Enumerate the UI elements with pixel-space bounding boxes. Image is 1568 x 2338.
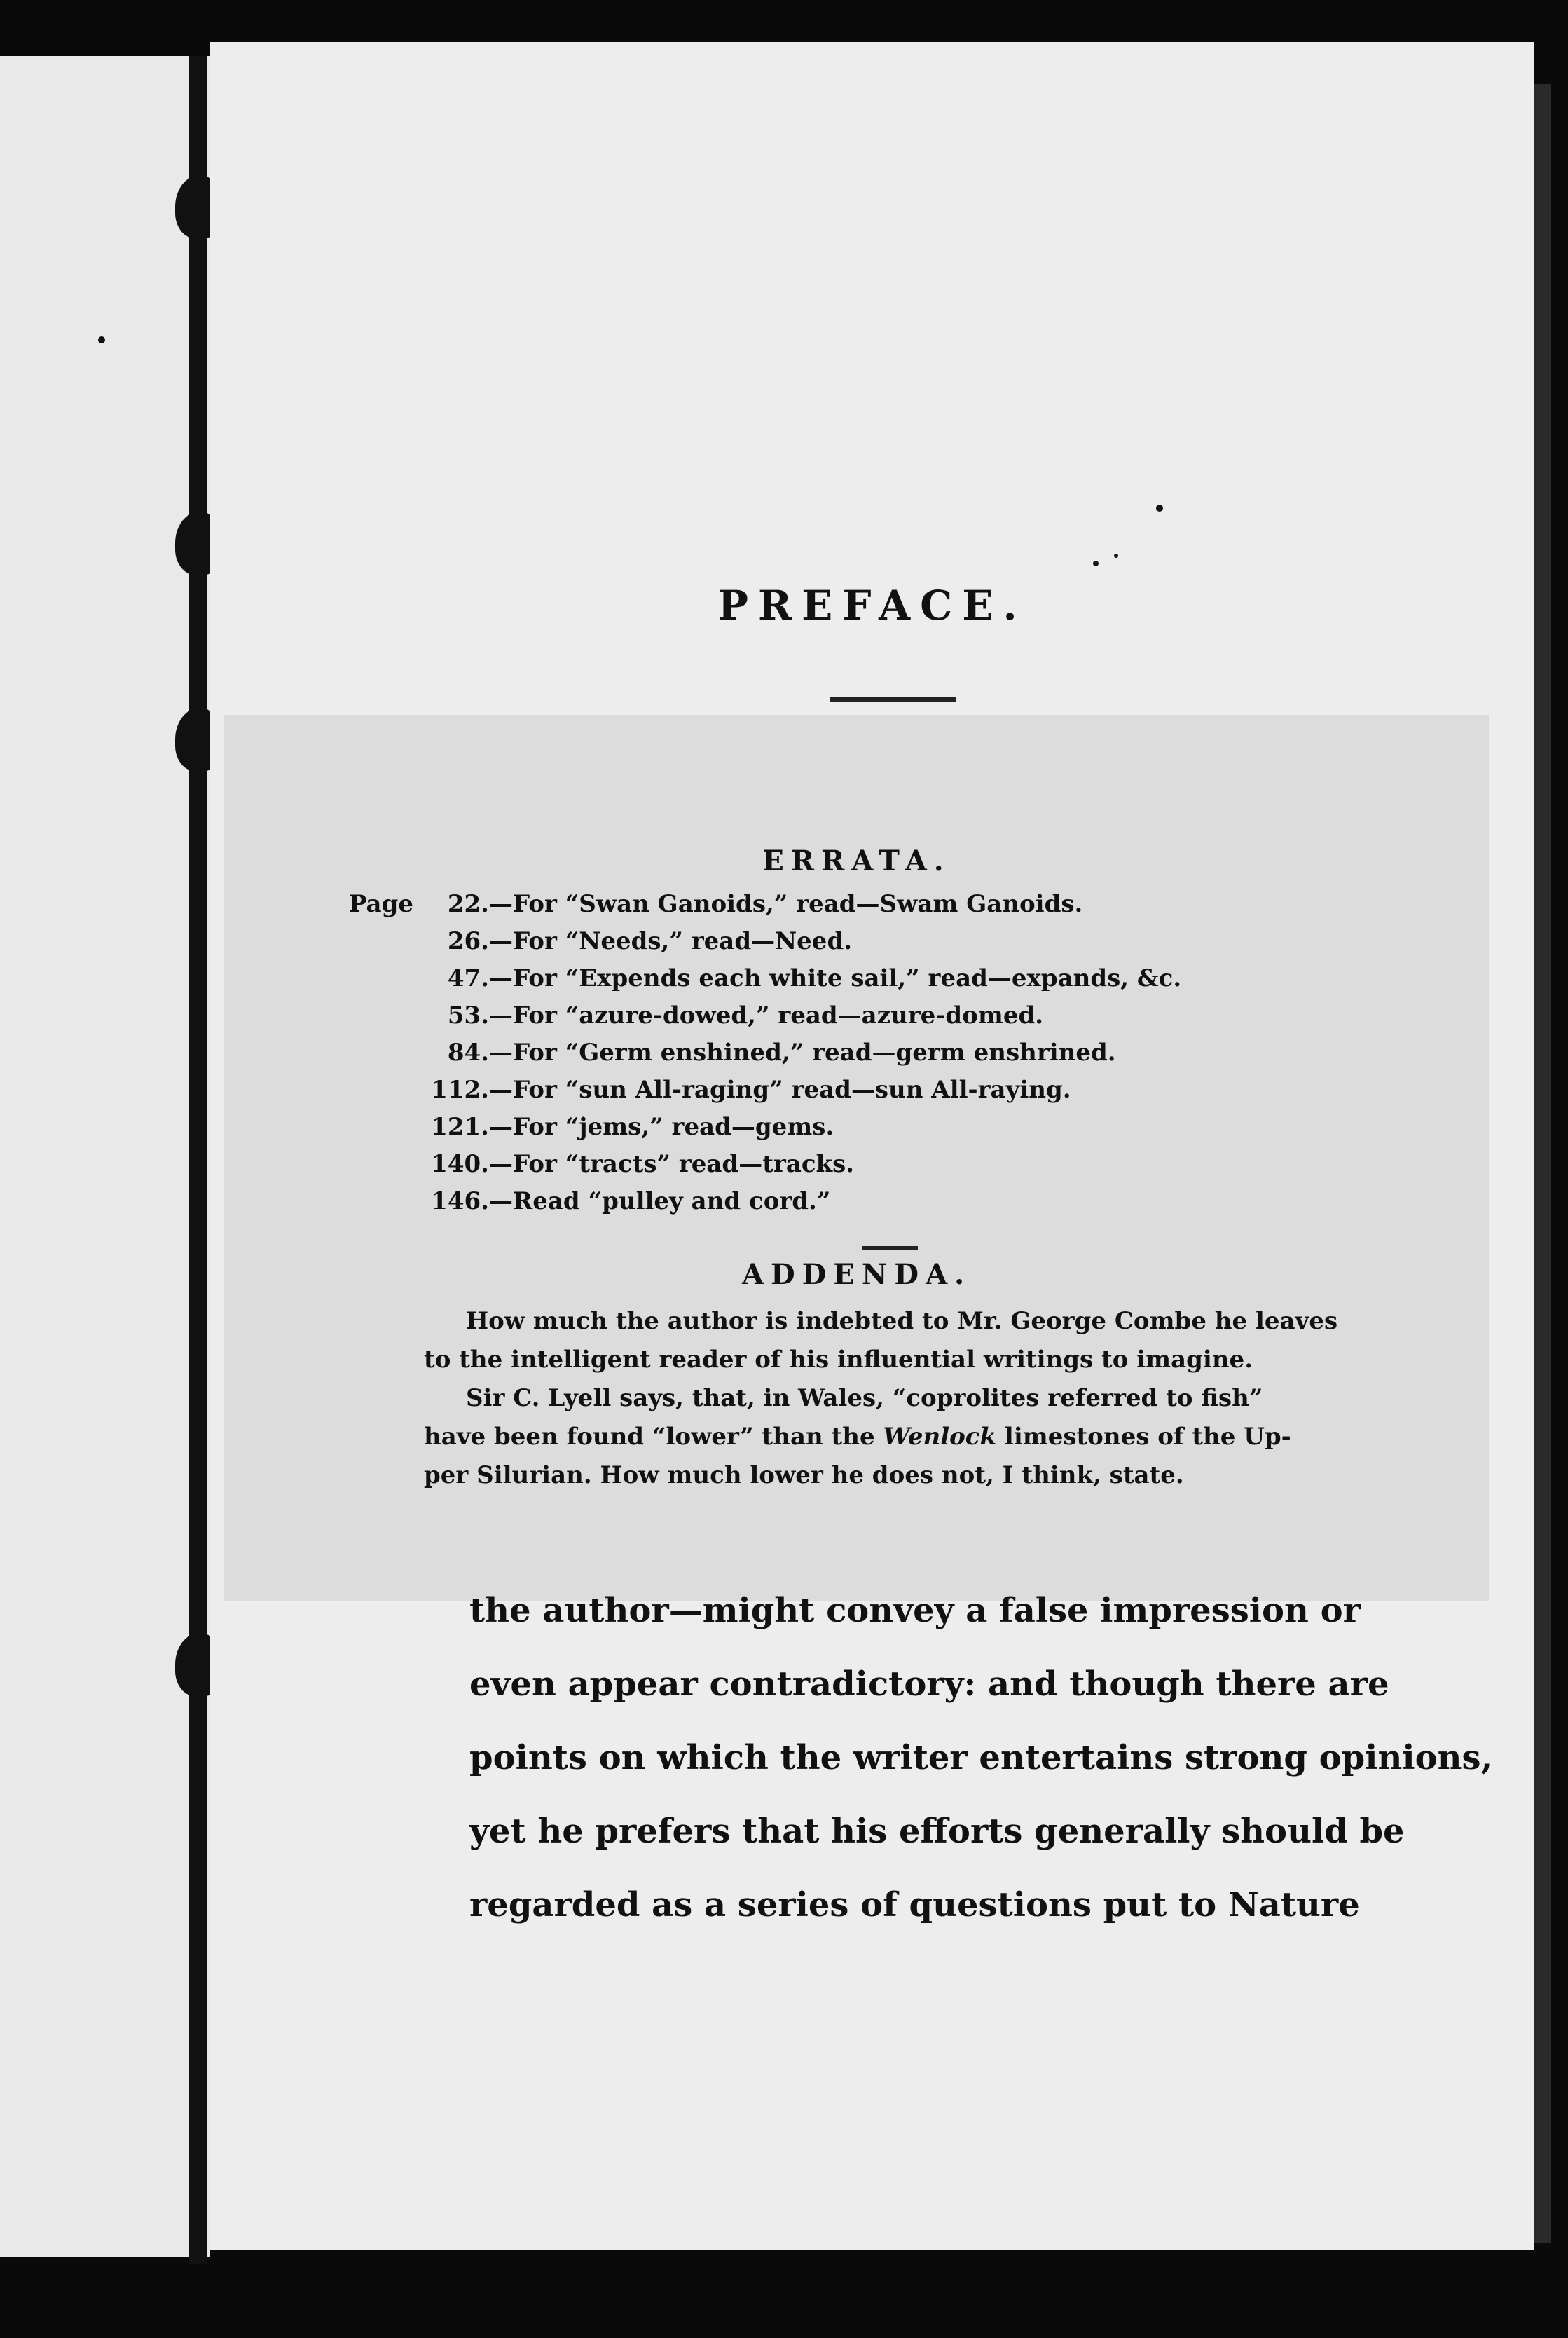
body-text-line: yet he prefers that his efforts generally should be: [469, 1812, 1405, 1851]
errata-correction: —Read “pulley and cord.”: [489, 1187, 831, 1215]
errata-correction: —For “Expends each white sail,” read—expands, &c.: [489, 964, 1182, 992]
slip-divider: [862, 1246, 918, 1250]
errata-entry: [308, 1001, 1043, 1037]
errata-entry: [308, 1039, 1116, 1074]
errata-entry: [308, 1076, 1071, 1111]
errata-entry: [308, 964, 1181, 999]
page-title: PREFACE.: [717, 582, 1027, 629]
addenda-text: How much the author is indebted to Mr. George Combe he leaves: [466, 1307, 1338, 1335]
addenda-text: per Silurian. How much lower he does not, I think, state.: [424, 1461, 1184, 1489]
page-edge: [1534, 84, 1551, 2243]
addenda-text-part: have been found “lower” than the: [424, 1423, 883, 1451]
errata-page-number: 121.: [431, 1113, 489, 1141]
errata-entry: [308, 890, 1082, 925]
errata-page-number: 140.: [431, 1150, 489, 1178]
errata-heading: ERRATA.: [762, 845, 951, 877]
errata-correction: —For “Needs,” read—Need.: [489, 927, 853, 955]
errata-page-number: 146.: [431, 1187, 489, 1215]
errata-correction: —For “Swan Ganoids,” read—Swam Ganoids.: [489, 890, 1083, 918]
ink-speck: [1114, 554, 1118, 558]
body-text-line: the author—might convey a false impression or: [469, 1591, 1361, 1630]
ink-speck: [98, 336, 105, 343]
errata-entry: [308, 1150, 854, 1185]
errata-page-number: 53.: [447, 1001, 489, 1030]
errata-page-number: 84.: [447, 1039, 489, 1067]
errata-correction: —For “Germ enshined,” read—germ enshrined.: [489, 1039, 1116, 1067]
addenda-italic-text: Wenlock: [883, 1423, 997, 1451]
title-rule: [830, 697, 956, 702]
errata-page-number: 22.: [447, 890, 489, 918]
errata-page-label: Page: [348, 890, 413, 918]
errata-correction: —For “tracts” read—tracks.: [489, 1150, 855, 1178]
addenda-text-part: limestones of the Up-: [996, 1423, 1291, 1451]
addenda-text: Sir C. Lyell says, that, in Wales, “coprolites referred to fish”: [466, 1384, 1263, 1412]
errata-entry: [308, 1187, 830, 1222]
left-page: [0, 56, 210, 2257]
errata-entry: [308, 1113, 834, 1148]
errata-page-number: 112.: [431, 1076, 489, 1104]
addenda-text: to the intelligent reader of his influential writings to imagine.: [424, 1346, 1253, 1374]
body-text-line: points on which the writer entertains strong opinions,: [469, 1738, 1493, 1777]
addenda-heading: ADDENDA.: [741, 1258, 972, 1291]
errata-page-number: 26.: [447, 927, 489, 955]
addenda-text: [424, 1423, 1291, 1451]
errata-slip: [224, 715, 1489, 1601]
errata-correction: —For “azure-dowed,” read—azure-domed.: [489, 1001, 1044, 1030]
errata-page-number: 47.: [447, 964, 489, 992]
ink-speck: [1093, 561, 1099, 566]
errata-entry: [308, 927, 852, 962]
body-text-line: even appear contradictory: and though there are: [469, 1664, 1389, 1704]
errata-correction: —For “jems,” read—gems.: [489, 1113, 834, 1141]
body-text-line: regarded as a series of questions put to Nature: [469, 1885, 1360, 1925]
errata-correction: —For “sun All-raging” read—sun All-raying.: [489, 1076, 1071, 1104]
binding-spine: [189, 56, 207, 2264]
ink-speck: [1156, 505, 1163, 512]
